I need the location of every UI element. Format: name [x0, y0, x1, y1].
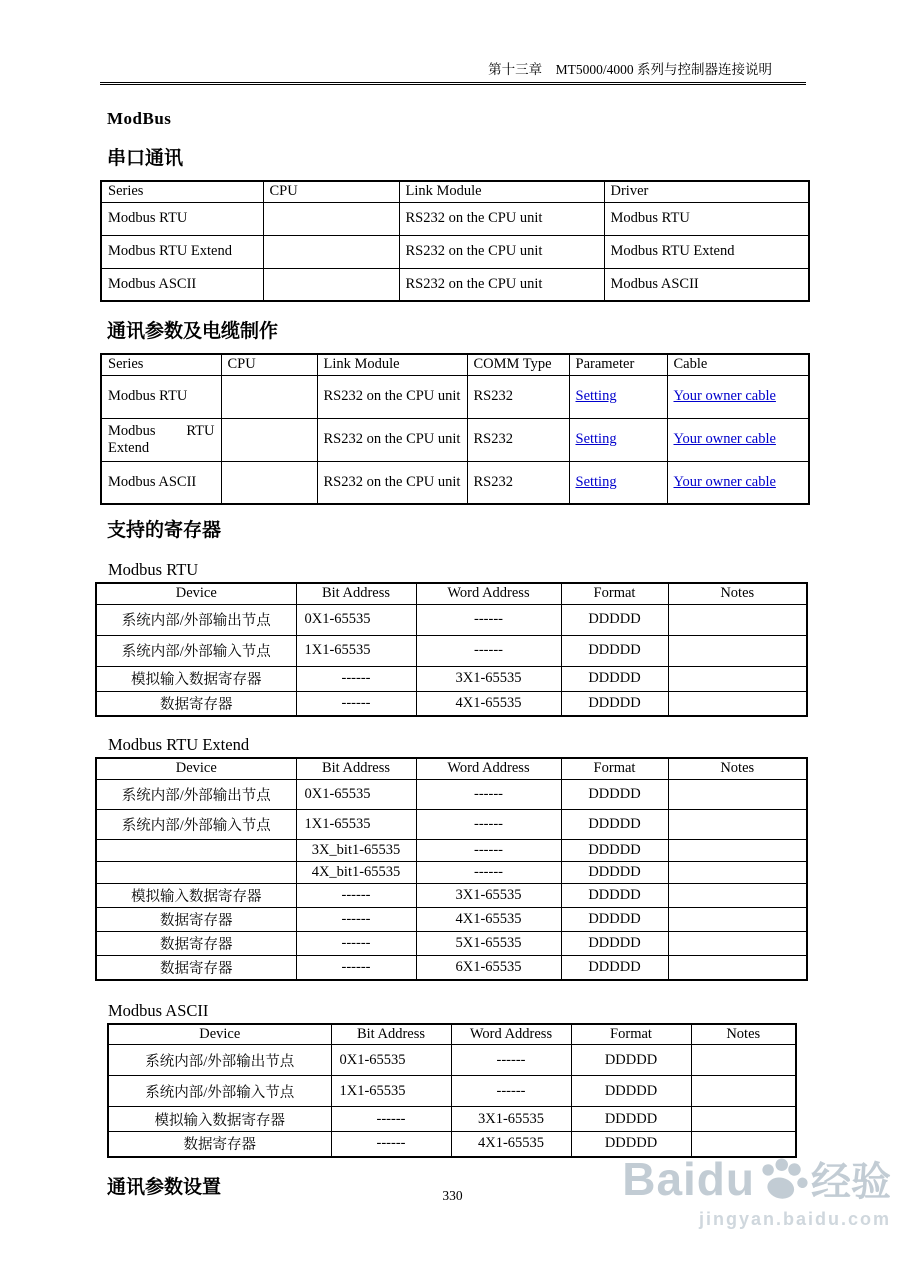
comm-params-table — [100, 353, 810, 505]
cell-format: DDDDD — [561, 955, 668, 980]
col-cpu: CPU — [221, 354, 317, 375]
cell-device: 数据寄存器 — [96, 691, 296, 716]
cell-parameter — [569, 418, 667, 461]
cell-device: 模拟输入数据寄存器 — [108, 1107, 331, 1132]
cell-notes — [668, 861, 807, 883]
cell-device: 数据寄存器 — [96, 955, 296, 980]
watermark-brand-suffix: 经验 — [811, 1160, 891, 1204]
owner-cable-link[interactable]: Your owner cable — [673, 431, 776, 447]
cell-word-address: 4X1-65535 — [451, 1132, 571, 1157]
cell-comm-type: RS232 — [467, 461, 569, 504]
table-row — [101, 418, 809, 461]
cell-device: 系统内部/外部输入节点 — [108, 1076, 331, 1107]
table-row — [101, 202, 809, 235]
cell-notes — [668, 883, 807, 907]
table-header-row — [101, 181, 809, 202]
cell-parameter — [569, 461, 667, 504]
cell-link-module: RS232 on the CPU unit — [399, 202, 604, 235]
cell-word-address: ------ — [416, 779, 561, 809]
table-row — [101, 235, 809, 268]
table-row — [96, 779, 807, 809]
cell-bit-address: 1X1-65535 — [296, 635, 416, 666]
cell-bit-address: ------ — [296, 907, 416, 931]
col-device: Device — [96, 583, 296, 604]
watermark-logo-line — [622, 1150, 891, 1207]
cell-word-address: ------ — [451, 1076, 571, 1107]
cell-notes — [668, 666, 807, 691]
cell-series: Modbus ASCII — [101, 268, 263, 301]
cell-bit-address: ------ — [331, 1132, 451, 1157]
cell-word-address: 6X1-65535 — [416, 955, 561, 980]
cell-cable — [667, 418, 809, 461]
page-header — [100, 58, 806, 85]
cell-driver: Modbus ASCII — [604, 268, 809, 301]
cell-bit-address: ------ — [296, 691, 416, 716]
cell-format: DDDDD — [561, 931, 668, 955]
doc-title: ModBus — [107, 109, 172, 128]
cell-link-module: RS232 on the CPU unit — [399, 235, 604, 268]
table-row — [96, 809, 807, 839]
cell-series: Modbus RTU — [101, 202, 263, 235]
table-row — [101, 461, 809, 504]
watermark-url: jingyan.baidu.com — [698, 1209, 891, 1229]
cell-bit-address: 1X1-65535 — [296, 809, 416, 839]
col-format: Format — [571, 1024, 691, 1045]
modbus-rtu-register-table — [95, 582, 808, 717]
paw-icon — [751, 1147, 814, 1210]
cell-word-address: ------ — [416, 809, 561, 839]
watermark-brand-text: Baidu — [622, 1152, 755, 1205]
table-row — [96, 955, 807, 980]
cell-bit-address: ------ — [296, 666, 416, 691]
section-comm-params: 通讯参数及电缆制作 — [107, 321, 279, 342]
cell-notes — [668, 839, 807, 861]
cell-series: Modbus RTU Extend — [101, 418, 221, 461]
col-notes: Notes — [668, 758, 807, 779]
cell-format: DDDDD — [561, 691, 668, 716]
col-device: Device — [108, 1024, 331, 1045]
cell-bit-address: 3X_bit1-65535 — [296, 839, 416, 861]
cell-series: Modbus RTU Extend — [101, 235, 263, 268]
col-device: Device — [96, 758, 296, 779]
cell-parameter — [569, 375, 667, 418]
col-cable: Cable — [667, 354, 809, 375]
cell-notes — [668, 955, 807, 980]
cell-link-module: RS232 on the CPU unit — [317, 375, 467, 418]
cell-bit-address: 4X_bit1-65535 — [296, 861, 416, 883]
baidu-jingyan-watermark — [622, 1150, 891, 1230]
cell-notes — [668, 907, 807, 931]
col-series: Series — [101, 181, 263, 202]
table-row — [96, 931, 807, 955]
table-row — [96, 907, 807, 931]
col-notes: Notes — [668, 583, 807, 604]
cell-cpu — [221, 375, 317, 418]
cell-word-address: ------ — [416, 635, 561, 666]
cell-bit-address: 1X1-65535 — [331, 1076, 451, 1107]
cell-notes — [691, 1107, 796, 1132]
cell-format: DDDDD — [561, 907, 668, 931]
section-comm-settings: 通讯参数设置 — [107, 1176, 222, 1198]
cell-word-address: 4X1-65535 — [416, 691, 561, 716]
table-header-row — [101, 354, 809, 375]
cell-bit-address: 0X1-65535 — [296, 779, 416, 809]
cell-word-address: ------ — [451, 1045, 571, 1076]
setting-link[interactable]: Setting — [575, 473, 617, 490]
cell-word-address: 3X1-65535 — [416, 666, 561, 691]
table-row — [96, 635, 807, 666]
cell-format: DDDDD — [571, 1107, 691, 1132]
setting-link[interactable]: Setting — [575, 388, 617, 404]
col-series: Series — [101, 354, 221, 375]
cell-bit-address: 0X1-65535 — [331, 1045, 451, 1076]
cell-device: 系统内部/外部输出节点 — [96, 779, 296, 809]
cell-format: DDDDD — [561, 861, 668, 883]
cell-notes — [668, 931, 807, 955]
table-row — [96, 691, 807, 716]
cell-format: DDDDD — [561, 839, 668, 861]
cell-device: 系统内部/外部输出节点 — [96, 604, 296, 635]
cell-series: Modbus RTU — [101, 375, 221, 418]
cell-format: DDDDD — [561, 635, 668, 666]
cell-device: 数据寄存器 — [96, 931, 296, 955]
chapter-heading: 第十三章 MT5000/4000 系列与控制器连接说明 — [488, 62, 772, 77]
cell-driver: Modbus RTU — [604, 202, 809, 235]
cell-word-address: ------ — [416, 839, 561, 861]
table-row — [96, 839, 807, 861]
cell-cpu — [263, 202, 399, 235]
cell-format: DDDDD — [561, 604, 668, 635]
col-word-address: Word Address — [416, 758, 561, 779]
cell-cpu — [263, 268, 399, 301]
cell-link-module: RS232 on the CPU unit — [317, 461, 467, 504]
col-link-module: Link Module — [399, 181, 604, 202]
cell-device — [96, 839, 296, 861]
cell-device: 系统内部/外部输入节点 — [96, 809, 296, 839]
table-row — [96, 666, 807, 691]
cell-device: 模拟输入数据寄存器 — [96, 883, 296, 907]
cell-device: 系统内部/外部输入节点 — [96, 635, 296, 666]
cell-notes — [668, 635, 807, 666]
cell-word-address: ------ — [416, 604, 561, 635]
table-row — [101, 375, 809, 418]
cell-series: Modbus ASCII — [101, 461, 221, 504]
cell-notes — [691, 1045, 796, 1076]
section-supported-registers: 支持的寄存器 — [107, 520, 222, 541]
col-driver: Driver — [604, 181, 809, 202]
table-header-row — [96, 758, 807, 779]
cell-device: 数据寄存器 — [108, 1132, 331, 1157]
setting-link[interactable]: Setting — [575, 431, 617, 447]
cell-bit-address: 0X1-65535 — [296, 604, 416, 635]
cell-cpu — [263, 235, 399, 268]
modbus-ascii-register-table — [107, 1023, 797, 1158]
cell-notes — [668, 604, 807, 635]
cell-word-address: 3X1-65535 — [451, 1107, 571, 1132]
col-bit-address: Bit Address — [331, 1024, 451, 1045]
cell-device: 数据寄存器 — [96, 907, 296, 931]
table-row — [96, 883, 807, 907]
cell-link-module: RS232 on the CPU unit — [399, 268, 604, 301]
owner-cable-link[interactable]: Your owner cable — [673, 388, 776, 404]
col-word-address: Word Address — [451, 1024, 571, 1045]
cell-bit-address: ------ — [296, 883, 416, 907]
cell-word-address: 3X1-65535 — [416, 883, 561, 907]
cell-notes — [668, 809, 807, 839]
table-row — [108, 1045, 796, 1076]
col-format: Format — [561, 758, 668, 779]
serial-comm-table — [100, 180, 810, 302]
subsection-modbus-ascii: Modbus ASCII — [108, 1000, 209, 1020]
cell-cable — [667, 461, 809, 504]
col-format: Format — [561, 583, 668, 604]
cell-format: DDDDD — [561, 809, 668, 839]
subsection-modbus-rtu-extend: Modbus RTU Extend — [108, 735, 250, 754]
cell-device — [96, 861, 296, 883]
cell-notes — [691, 1076, 796, 1107]
cell-format: DDDDD — [561, 883, 668, 907]
cell-notes — [668, 691, 807, 716]
col-bit-address: Bit Address — [296, 758, 416, 779]
cell-cable — [667, 375, 809, 418]
table-row — [108, 1076, 796, 1107]
cell-cpu — [221, 418, 317, 461]
page-number: 330 — [442, 1188, 463, 1203]
section-serial-comm: 串口通讯 — [107, 148, 184, 169]
col-parameter: Parameter — [569, 354, 667, 375]
col-link-module: Link Module — [317, 354, 467, 375]
modbus-rtu-extend-register-table — [95, 757, 808, 981]
col-cpu: CPU — [263, 181, 399, 202]
subsection-modbus-rtu: Modbus RTU — [108, 560, 199, 579]
table-header-row — [96, 583, 807, 604]
cell-cpu — [221, 461, 317, 504]
cell-word-address: 5X1-65535 — [416, 931, 561, 955]
table-row — [108, 1107, 796, 1132]
cell-word-address: ------ — [416, 861, 561, 883]
cell-comm-type: RS232 — [467, 375, 569, 418]
cell-format: DDDDD — [571, 1045, 691, 1076]
cell-format: DDDDD — [561, 779, 668, 809]
col-comm-type: COMM Type — [467, 354, 569, 375]
cell-link-module: RS232 on the CPU unit — [317, 418, 467, 461]
owner-cable-link[interactable]: Your owner cable — [673, 473, 776, 490]
table-row — [96, 604, 807, 635]
table-row — [96, 861, 807, 883]
col-notes: Notes — [691, 1024, 796, 1045]
col-word-address: Word Address — [416, 583, 561, 604]
cell-bit-address: ------ — [296, 955, 416, 980]
cell-device: 系统内部/外部输出节点 — [108, 1045, 331, 1076]
col-bit-address: Bit Address — [296, 583, 416, 604]
table-header-row — [108, 1024, 796, 1045]
cell-format: DDDDD — [561, 666, 668, 691]
cell-device: 模拟输入数据寄存器 — [96, 666, 296, 691]
cell-format: DDDDD — [571, 1132, 691, 1157]
cell-comm-type: RS232 — [467, 418, 569, 461]
cell-driver: Modbus RTU Extend — [604, 235, 809, 268]
cell-notes — [668, 779, 807, 809]
cell-format: DDDDD — [571, 1076, 691, 1107]
cell-bit-address: ------ — [296, 931, 416, 955]
cell-word-address: 4X1-65535 — [416, 907, 561, 931]
cell-bit-address: ------ — [331, 1107, 451, 1132]
table-row — [101, 268, 809, 301]
